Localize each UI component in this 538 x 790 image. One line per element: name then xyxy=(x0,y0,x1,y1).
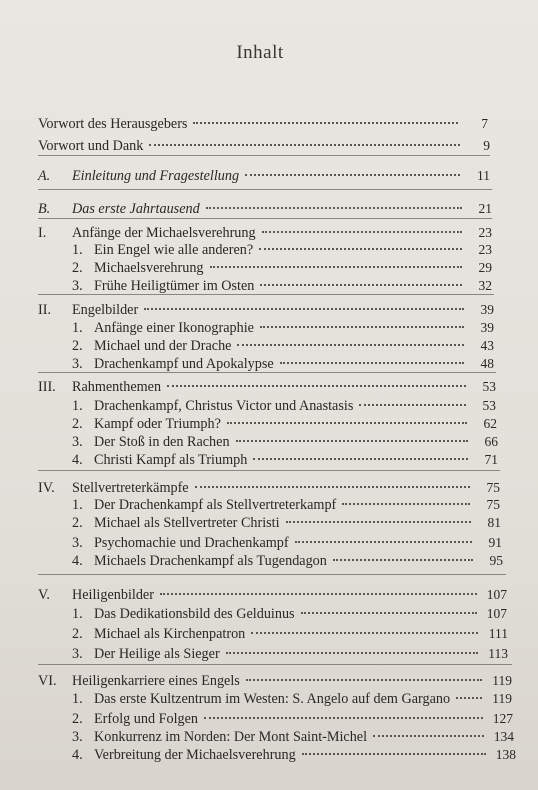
section-divider xyxy=(38,574,506,575)
toc-entry-number: 1. xyxy=(72,497,83,513)
toc-entry-title: Drachenkampf, Christus Victor und Anastasis xyxy=(94,398,354,414)
dot-leader xyxy=(253,458,468,460)
toc-entry xyxy=(38,137,490,155)
toc-entry-title: Der Stoß in den Rachen xyxy=(94,434,230,450)
toc-entry-title: Anfänge der Michaelsverehrung xyxy=(72,225,256,241)
toc-subentry xyxy=(72,552,503,570)
toc-entry-number: 2. xyxy=(72,338,83,354)
toc-entry xyxy=(38,115,488,133)
dot-leader xyxy=(206,207,462,209)
toc-page-number: 39 xyxy=(480,302,494,317)
toc-entry-number: 3. xyxy=(72,729,83,745)
toc-subentry xyxy=(72,451,498,469)
toc-subentry xyxy=(72,433,498,451)
toc-entry-title: Michaels Drachenkampf als Tugendagon xyxy=(94,553,327,569)
dot-leader xyxy=(295,541,472,543)
toc-page-number: 23 xyxy=(478,242,492,257)
toc-entry-number: 3. xyxy=(72,278,83,294)
dot-leader xyxy=(210,266,462,268)
dot-leader xyxy=(246,679,482,681)
dot-leader xyxy=(245,174,460,176)
toc-entry-title: Der Drachenkampf als Stellvertreterkampf xyxy=(94,497,337,513)
toc-entry xyxy=(38,167,490,185)
toc-subentry xyxy=(72,277,492,295)
toc-subentry xyxy=(72,534,502,552)
dot-leader xyxy=(260,326,464,328)
toc-entry-number: 1. xyxy=(72,606,83,622)
toc-page-number: 113 xyxy=(488,646,508,661)
dot-leader xyxy=(160,593,477,595)
toc-page-number: 81 xyxy=(487,515,501,530)
toc-subentry xyxy=(72,319,494,337)
toc-entry xyxy=(38,479,500,497)
toc-entry-title: Verbreitung der Michaelsverehrung xyxy=(94,747,296,763)
toc-entry-number: VI. xyxy=(38,673,57,689)
toc-entry-title: Kampf oder Triumph? xyxy=(94,416,221,432)
toc-entry xyxy=(38,672,512,690)
toc-entry-number: 1. xyxy=(72,242,83,258)
toc-page-number: 53 xyxy=(482,379,496,394)
dot-leader xyxy=(236,440,468,442)
toc-entry xyxy=(38,586,507,604)
dot-leader xyxy=(226,652,478,654)
toc-subentry xyxy=(72,605,507,623)
toc-entry-title: Ein Engel wie alle anderen? xyxy=(94,242,254,258)
toc-subentry xyxy=(72,355,494,373)
toc-entry-number: 2. xyxy=(72,626,83,642)
dot-leader xyxy=(302,753,486,755)
toc-entry-number: 3. xyxy=(72,356,83,372)
toc-entry-number: 4. xyxy=(72,553,83,569)
toc-page-number: 75 xyxy=(486,480,500,495)
toc-entry-number: 2. xyxy=(72,416,83,432)
dot-leader xyxy=(259,248,462,250)
toc-entry-number: 1. xyxy=(72,691,83,707)
toc-entry-number: 2. xyxy=(72,515,83,531)
toc-entry-number: 3. xyxy=(72,434,83,450)
toc-entry-title: Der Heilige als Sieger xyxy=(94,646,220,662)
toc-page-number: 138 xyxy=(495,747,516,762)
toc-entry-title: Heiligenbilder xyxy=(72,587,154,603)
toc-page-number: 9 xyxy=(483,138,490,153)
toc-entry-title: Das erste Jahrtausend xyxy=(72,201,200,217)
toc-page-number: 119 xyxy=(492,673,512,688)
toc-entry-number: I. xyxy=(38,225,47,241)
toc-entry-title: Heiligenkarriere eines Engels xyxy=(72,673,240,689)
toc-page-number: 71 xyxy=(484,452,498,467)
toc-entry-number: B. xyxy=(38,201,51,217)
toc-entry xyxy=(38,224,492,242)
toc-entry-title: Michaelsverehrung xyxy=(94,260,204,276)
toc-subentry xyxy=(72,241,492,259)
section-divider xyxy=(38,189,492,190)
dot-leader xyxy=(456,697,482,699)
toc-entry xyxy=(38,200,492,218)
toc-page-number: 91 xyxy=(488,535,502,550)
dot-leader xyxy=(149,144,460,146)
page-title: Inhalt xyxy=(236,42,284,63)
toc-page-number: 95 xyxy=(489,553,503,568)
dot-leader xyxy=(342,503,470,505)
toc-page-number: 23 xyxy=(478,225,492,240)
toc-entry-number: 1. xyxy=(72,398,83,414)
dot-leader xyxy=(167,385,466,387)
toc-page-number: 48 xyxy=(480,356,494,371)
toc-entry-title: Drachenkampf und Apokalypse xyxy=(94,356,274,372)
toc-entry-number: 1. xyxy=(72,320,83,336)
toc-entry-title: Das Dedikationsbild des Gelduinus xyxy=(94,606,295,622)
toc-entry-number: IV. xyxy=(38,480,55,496)
dot-leader xyxy=(260,284,462,286)
toc-page-number: 62 xyxy=(483,416,497,431)
dot-leader xyxy=(373,735,484,737)
dot-leader xyxy=(251,632,478,634)
dot-leader xyxy=(286,521,471,523)
toc-subentry xyxy=(72,728,514,746)
toc-page-number: 75 xyxy=(486,497,500,512)
toc-page-number: 134 xyxy=(493,729,514,744)
toc-entry-number: 3. xyxy=(72,646,83,662)
toc-entry-title: Christi Kampf als Triumph xyxy=(94,452,248,468)
toc-entry-number: 3. xyxy=(72,535,83,551)
toc-entry-title: Michael und der Drache xyxy=(94,338,232,354)
toc-page-number: 39 xyxy=(480,320,494,335)
toc-page-number: 107 xyxy=(486,587,507,602)
toc-subentry xyxy=(72,415,497,433)
toc-subentry xyxy=(72,397,496,415)
toc-page-number: 127 xyxy=(492,711,513,726)
toc-entry-number: 4. xyxy=(72,452,83,468)
section-divider xyxy=(38,218,492,219)
toc-entry xyxy=(38,378,496,396)
toc-entry-title: Frühe Heiligtümer im Osten xyxy=(94,278,255,294)
toc-entry-title: Vorwort und Dank xyxy=(38,138,144,154)
toc-entry-number: 4. xyxy=(72,747,83,763)
toc-page-number: 32 xyxy=(478,278,492,293)
toc-entry xyxy=(38,301,494,319)
dot-leader xyxy=(280,362,464,364)
toc-entry-title: Stellvertreterkämpfe xyxy=(72,480,189,496)
section-divider xyxy=(38,155,490,156)
toc-page-number: 119 xyxy=(492,691,512,706)
toc-page-number: 29 xyxy=(478,260,492,275)
toc-subentry xyxy=(72,690,512,708)
dot-leader xyxy=(144,308,464,310)
toc-entry-title: Michael als Stellvertreter Christi xyxy=(94,515,280,531)
toc-page-number: 53 xyxy=(482,398,496,413)
toc-entry-number: A. xyxy=(38,168,51,184)
section-divider xyxy=(38,470,500,471)
toc-page-number: 11 xyxy=(477,168,490,183)
toc-page-number: 43 xyxy=(480,338,494,353)
toc-entry-title: Psychomachie und Drachenkampf xyxy=(94,535,289,551)
toc-page-number: 111 xyxy=(488,626,508,641)
toc-page-number: 7 xyxy=(481,116,488,131)
toc-subentry xyxy=(72,746,516,764)
toc-entry-title: Erfolg und Folgen xyxy=(94,711,199,727)
toc-subentry xyxy=(72,259,492,277)
dot-leader xyxy=(262,231,462,233)
dot-leader xyxy=(193,122,458,124)
toc-entry-title: Michael als Kirchenpatron xyxy=(94,626,246,642)
dot-leader xyxy=(204,717,483,719)
dot-leader xyxy=(227,422,467,424)
toc-entry-number: 2. xyxy=(72,260,83,276)
dot-leader xyxy=(195,486,470,488)
dot-leader xyxy=(301,612,477,614)
toc-entry-title: Einleitung und Fragestellung xyxy=(72,168,240,184)
toc-subentry xyxy=(72,710,513,728)
toc-page-number: 66 xyxy=(484,434,498,449)
toc-entry-title: Vorwort des Herausgebers xyxy=(38,116,188,132)
section-divider xyxy=(38,664,512,665)
toc-subentry xyxy=(72,514,501,532)
toc-entry-number: II. xyxy=(38,302,51,318)
toc-entry-title: Rahmenthemen xyxy=(72,379,162,395)
toc-entry-number: 2. xyxy=(72,711,83,727)
toc-entry-title: Engelbilder xyxy=(72,302,139,318)
toc-subentry xyxy=(72,645,508,663)
toc-subentry xyxy=(72,337,494,355)
toc-page-number: 21 xyxy=(478,201,492,216)
toc-page-number: 107 xyxy=(486,606,507,621)
toc-entry-number: V. xyxy=(38,587,50,603)
dot-leader xyxy=(237,344,464,346)
toc-subentry xyxy=(72,496,500,514)
toc-entry-title: Das erste Kultzentrum im Westen: S. Angelo auf dem Gargano xyxy=(94,691,451,707)
toc-entry-number: III. xyxy=(38,379,56,395)
dot-leader xyxy=(359,404,466,406)
toc-subentry xyxy=(72,625,508,643)
toc-entry-title: Anfänge einer Ikonographie xyxy=(94,320,254,336)
toc-entry-title: Konkurrenz im Norden: Der Mont Saint-Michel xyxy=(94,729,368,745)
dot-leader xyxy=(333,559,473,561)
